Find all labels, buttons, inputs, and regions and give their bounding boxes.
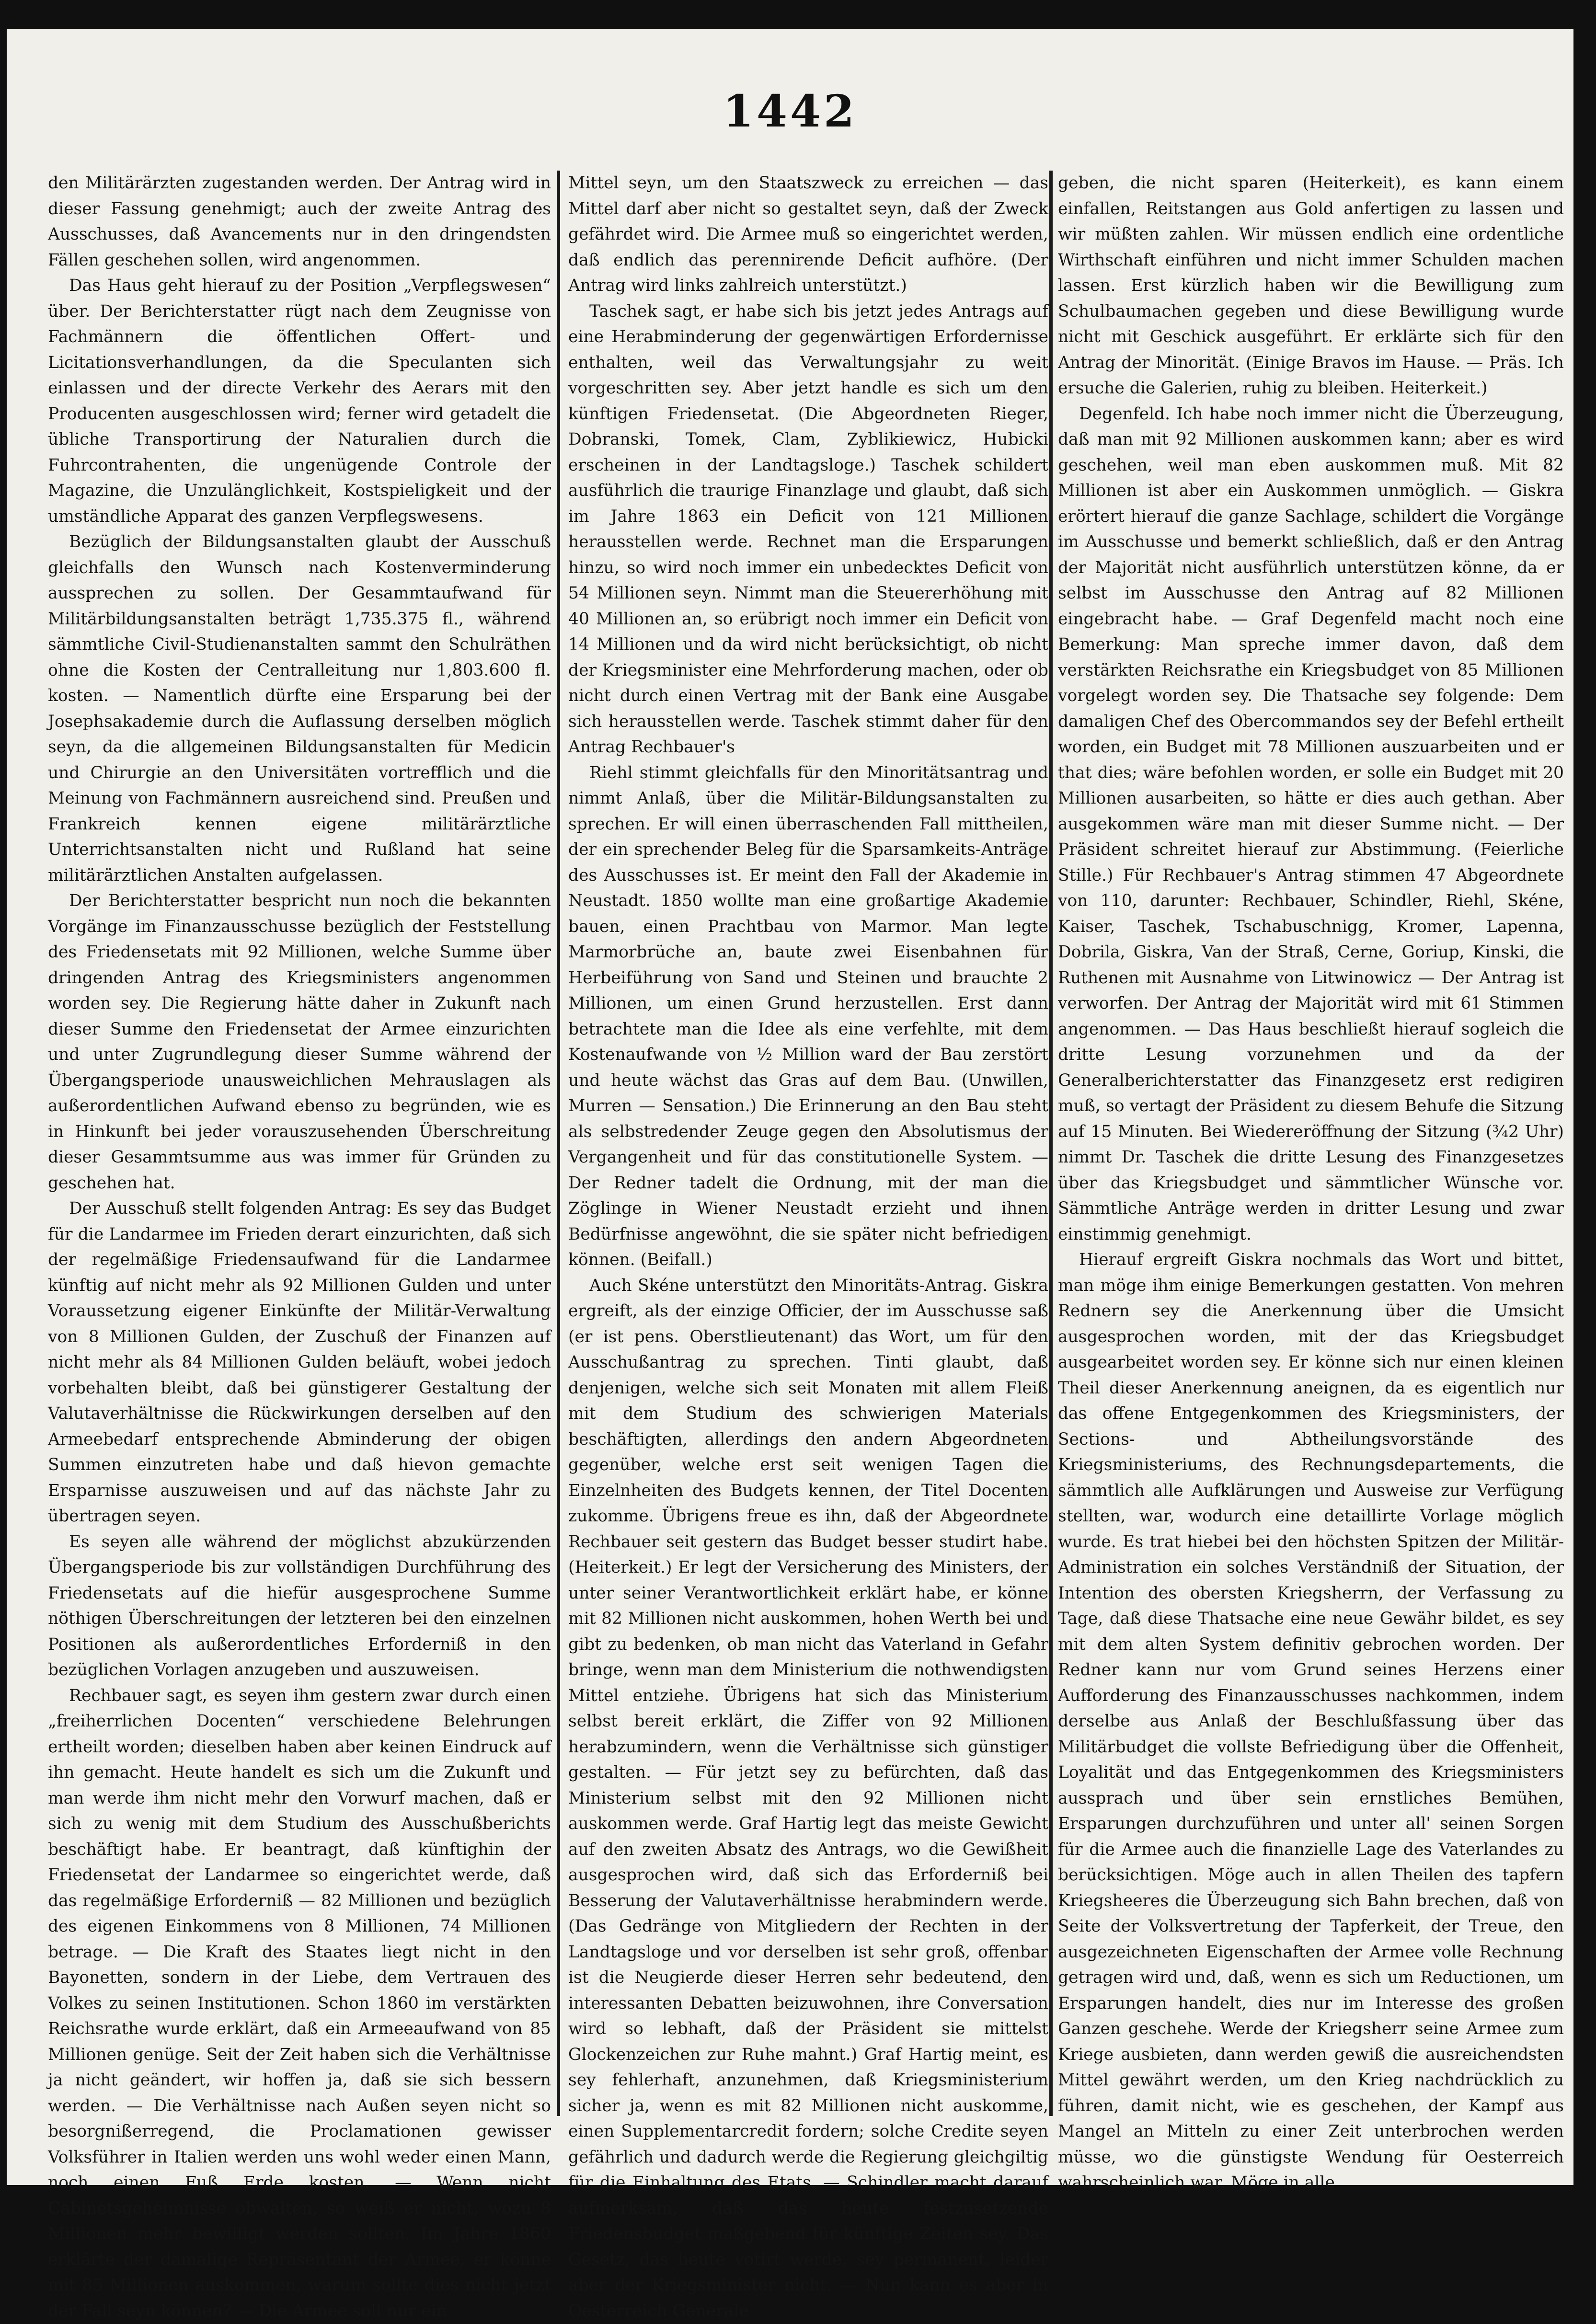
newspaper-page bbox=[7, 29, 1573, 2185]
paragraph: Taschek sagt, er habe sich bis jetzt jedes Antrags auf eine Herabminderung der gegenwärtigen Erfordernisse enthalten, weil das Verwaltungsjahr zu weit vorgeschritten sey. Aber jetzt handle es sich um den künftigen Friedensetat. (Die Abgeordneten Rieger, Dobranski, Tomek, Clam, Zyblikiewicz, Hubicki erscheinen in der Landtagsloge.) Taschek schildert ausführlich die traurige Finanzlage und glaubt, daß sich im Jahre 1863 ein Deficit von 121 Millionen herausstellen werde. Rechnet man die Ersparungen hinzu, so wird noch immer ein unbedecktes Deficit von 54 Millionen seyn. Nimmt man die Steuererhöhung mit 40 Millionen an, so erübrigt noch immer ein Deficit von 14 Millionen und da wird nicht berücksichtigt, ob nicht der Kriegsminister eine Mehrforderung machen, oder ob nicht durch einen Vertrag mit der Bank eine Ausgabe sich herausstellen werde. Taschek stimmt daher für den Antrag Rechbauer's bbox=[568, 299, 1048, 760]
page-number: 1442 bbox=[7, 85, 1573, 137]
paragraph: Es seyen alle während der möglichst abzukürzenden Übergangsperiode bis zur vollständigen Durchführung des Friedensetats auf die hiefür ausgesprochene Summe nöthigen Überschreitungen der letzteren bei den einzelnen Positionen als außerordentliches Erforderniß in den bezüglichen Vorlagen anzugeben und auszuweisen. bbox=[48, 1530, 551, 1683]
paragraph: Riehl stimmt gleichfalls für den Minoritätsantrag und nimmt Anlaß, über die Militär-Bildungsanstalten zu sprechen. Er will einen überraschenden Fall mittheilen, der ein sprechender Beleg für die Sparsamkeits-Anträge des Ausschusses ist. Er meint den Fall der Akademie in Neustadt. 1850 wollte man eine großartige Akademie bauen, einen Prachtbau von Marmor. Man legte Marmorbrüche an, baute zwei Eisenbahnen für Herbeiführung von Sand und Steinen und brauchte 2 Millionen, um einen Grund herzustellen. Erst dann betrachtete man die Idee als eine verfehlte, mit dem Kostenaufwande von ½ Million ward der Bau zerstört und heute wächst das Gras auf dem Bau. (Unwillen, Murren — Sensation.) Die Erinnerung an den Bau steht als selbstredender Zeuge gegen den Absolutismus der Vergangenheit und für das constitutionelle System. — Der Redner tadelt die Ordnung, mit der man die Zöglinge in Wiener Neustadt erzieht und ihnen Bedürfnisse angewöhnt, die sie später nicht befriedigen können. (Beifall.) bbox=[568, 760, 1048, 1273]
scan-border bbox=[1577, 0, 1596, 29]
paragraph: Rechbauer sagt, es seyen ihm gestern zwar durch einen „freiherrlichen Docenten“ verschiedene Belehrungen ertheilt worden; dieselben haben aber keinen Eindruck auf ihn gemacht. Heute handelt es sich um die Zukunft und man werde ihm nicht mehr den Vorwurf machen, daß er sich zu wenig mit dem Studium des Ausschußberichts beschäftigt habe. Er beantragt, daß künftighin der Friedensetat der Landarmee so eingerichtet werde, daß das regelmäßige Erforderniß — 82 Millionen und bezüglich des eigenen Einkommens von 8 Millionen, 74 Millionen betrage. — Die Kraft des Staates liegt nicht in den Bayonetten, sondern in der Liebe, dem Vertrauen des Volkes zu seinen Institutionen. Schon 1860 im verstärkten Reichsrathe wurde erklärt, daß ein Armeeaufwand von 85 Millionen genüge. Seit der Zeit haben sich die Verhältnisse ja nicht geändert, wir hoffen ja, daß sie sich bessern werden. — Die Verhältnisse nach Außen seyen nicht so besorgnißerregend, die Proclamationen gewisser Volksführer in Italien werden uns wohl weder einen Mann, noch einen Fuß Erde kosten. — Wenn nicht Cabinetsgeheimnisse obwalten, so weiß er nicht, wozu 8 Millionen mehr bewilligt werden sollten. Im Jahre 1860 erklärte der damalige Repräsentant der Armee, er könne mit 85 Millionen auskommen, warum sollte dies nicht jetzt der Fall seyn können? — Die Armee soll nur ein bbox=[48, 1683, 551, 2324]
column-divider bbox=[557, 171, 560, 2116]
paragraph: Das Haus geht hierauf zu der Position „Verpflegswesen“ über. Der Berichterstatter rügt nach dem Zeugnisse von Fachmännern die öffentlichen Offert- und Licitationsverhandlungen, da die Speculanten sich einlassen und der directe Verkehr des Aerars mit den Producenten ausgeschlossen wird; ferner wird getadelt die übliche Transportirung der Naturalien durch die Fuhrcontrahenten, die ungenügende Controle der Magazine, die Unzulänglichkeit, Kostspieligkeit und der umständliche Apparat des ganzen Verpflegswesens. bbox=[48, 273, 551, 529]
paragraph: Mittel seyn, um den Staatszweck zu erreichen — das Mittel darf aber nicht so gestaltet seyn, daß der Zweck gefährdet wird. Die Armee muß so eingerichtet werden, daß endlich das perennirende Deficit aufhöre. (Der Antrag wird links zahlreich unterstützt.) bbox=[568, 171, 1048, 299]
paragraph: Degenfeld. Ich habe noch immer nicht die Überzeugung, daß man mit 92 Millionen auskommen kann; aber es wird geschehen, weil man eben auskommen muß. Mit 82 Millionen ist aber ein Auskommen unmöglich. — Giskra erörtert hierauf die ganze Sachlage, schildert die Vorgänge im Ausschusse und bemerkt schließlich, daß er den Antrag der Majorität nicht ausführlich unterstützen könne, da er selbst im Ausschusse den Antrag auf 82 Millionen eingebracht habe. — Graf Degenfeld macht noch eine Bemerkung: Man spreche immer davon, daß dem verstärkten Reichsrathe ein Kriegsbudget von 85 Millionen vorgelegt worden sey. Die Thatsache sey folgende: Dem damaligen Chef des Obercommandos sey der Befehl ertheilt worden, ein Budget mit 78 Millionen auszuarbeiten und er that dies; wäre befohlen worden, er solle ein Budget mit 20 Millionen ausarbeiten, so hätte er dies auch gethan. Aber ausgekommen wäre man mit dieser Summe nicht. — Der Präsident schreitet hierauf zur Abstimmung. (Feierliche Stille.) Für Rechbauer's Antrag stimmen 47 Abgeordnete von 110, darunter: Rechbauer, Schindler, Riehl, Skéne, Kaiser, Taschek, Tschabuschnigg, Kromer, Lapenna, Dobrila, Giskra, Van der Straß, Cerne, Goriup, Kinski, die Ruthenen mit Ausnahme von Litwinowicz — Der Antrag ist verworfen. Der Antrag der Majorität wird mit 61 Stimmen angenommen. — Das Haus beschließt hierauf sogleich die dritte Lesung vorzunehmen und da der Generalberichterstatter das Finanzgesetz erst redigiren muß, so vertagt der Präsident zu diesem Behufe die Sitzung auf 15 Minuten. Bei Wiedereröffnung der Sitzung (¾2 Uhr) nimmt Dr. Taschek die dritte Lesung des Finanzgesetzes über das Kriegsbudget und sämmtlicher Wünsche vor. Sämmtliche Anträge werden in dritter Lesung und zwar einstimmig genehmigt. bbox=[1058, 402, 1564, 1248]
paragraph: Hierauf ergreift Giskra nochmals das Wort und bittet, man möge ihm einige Bemerkungen gestatten. Von mehren Rednern sey die Anerkennung über die Umsicht ausgesprochen worden, mit der das Kriegsbudget ausgearbeitet worden sey. Er könne sich nur einen kleinen Theil dieser Anerkennung aneignen, da es eigentlich nur das offene Entgegenkommen des Kriegsministers, der Sections- und Abtheilungsvorstände des Kriegsministeriums, des Rechnungsdepartements, die sämmtlich alle Aufklärungen und Ausweise zur Verfügung stellten, war, wodurch eine detaillirte Vorlage möglich wurde. Es trat hiebei bei den höchsten Spitzen der Militär-Administration ein solches Verständniß der Situation, der Intention des obersten Kriegsherrn, der Verfassung zu Tage, daß diese Thatsache eine neue Gewähr bildet, es sey mit dem alten System definitiv gebrochen worden. Der Redner kann nur vom Grund seines Herzens einer Aufforderung des Finanzausschusses nachkommen, indem derselbe aus Anlaß der Beschlußfassung über das Militärbudget die vollste Befriedigung über die Offenheit, Loyalität und das Entgegenkommen des Kriegsministers aussprach und über sein ernstliches Bemühen, Ersparungen durchzuführen und unter all' seinen Sorgen für die Armee auch die finanzielle Lage des Vaterlandes zu berücksichtigen. Möge auch in allen Theilen des tapfern Kriegsheeres die Überzeugung sich Bahn brechen, daß von Seite der Volksvertretung der Tapferkeit, der Treue, den ausgezeichneten Eigenschaften der Armee volle Rechnung getragen wird und, daß, wenn es sich um Reductionen, um Ersparungen handelt, dies nur im Interesse des großen Ganzen geschehe. Werde der Kriegsherr seine Armee zum Kriege ausbieten, dann werden gewiß die ausreichendsten Mittel gewährt werden, um den Krieg nachdrücklich zu führen, damit nicht, wie es geschehen, der Kampf aus Mangel an Mitteln zu einer Zeit unterbrochen werden müsse, wo die günstigste Wendung für Oesterreich wahrscheinlich war. Möge in alle bbox=[1058, 1247, 1564, 2196]
column-divider bbox=[1049, 171, 1053, 2116]
paragraph: den Militärärzten zugestanden werden. Der Antrag wird in dieser Fassung genehmigt; auch der zweite Antrag des Ausschusses, daß Avancements nur in den dringendsten Fällen geschehen sollen, wird angenommen. bbox=[48, 171, 551, 273]
paragraph: geben, die nicht sparen (Heiterkeit), es kann einem einfallen, Reitstangen aus Gold anfertigen zu lassen und wir müßten zahlen. Wir müssen endlich eine ordentliche Wirthschaft einführen und nicht immer Schulden machen lassen. Erst kürzlich haben wir die Bewilligung zum Schulbaumachen gegeben und diese Bewilligung wurde nicht mit Geschick ausgeführt. Er erklärte sich für den Antrag der Minorität. (Einige Bravos im Hause. — Präs. Ich ersuche die Galerien, ruhig zu bleiben. Heiterkeit.) bbox=[1058, 171, 1564, 402]
paragraph: Der Ausschuß stellt folgenden Antrag: Es sey das Budget für die Landarmee im Frieden derart einzurichten, daß sich der regelmäßige Friedensaufwand für die Landarmee künftig auf nicht mehr als 92 Millionen Gulden und unter Voraussetzung eigener Einkünfte der Militär-Verwaltung von 8 Millionen Gulden, der Zuschuß der Finanzen auf nicht mehr als 84 Millionen Gulden beläuft, wobei jedoch vorbehalten bleibt, daß bei günstigerer Gestaltung der Valutaverhältnisse die Rückwirkungen derselben auf den Armeebedarf entsprechende Abminderung der obigen Summen einzutreten habe und daß hievon gemachte Ersparnisse auszuweisen und auf das nächste Jahr zu übertragen seyen. bbox=[48, 1196, 551, 1530]
text-column-1 bbox=[48, 171, 551, 2116]
paragraph: Auch Skéne unterstützt den Minoritäts-Antrag. Giskra ergreift, als der einzige Officier, der im Ausschusse saß (er ist pens. Oberstlieutenant) das Wort, um für den Ausschußantrag zu sprechen. Tinti glaubt, daß denjenigen, welche sich seit Monaten mit allem Fleiß mit dem Studium des schwierigen Materials beschäftigten, allerdings den andern Abgeordneten gegenüber, welche erst seit wenigen Tagen die Einzelnheiten des Budgets kennen, der Titel Docenten zukomme. Übrigens freue es ihn, daß der Abgeordnete Rechbauer seit gestern das Budget besser studirt habe. (Heiterkeit.) Er legt der Versicherung des Ministers, der unter seiner Verantwortlichkeit erklärt habe, er könne mit 82 Millionen nicht auskommen, hohen Werth bei und gibt zu bedenken, ob man nicht das Vaterland in Gefahr bringe, wenn man dem Ministerium die nothwendigsten Mittel entziehe. Übrigens hat sich das Ministerium selbst bereit erklärt, die Ziffer von 92 Millionen herabzumindern, wenn die Verhältnisse sich günstiger gestalten. — Für jetzt sey zu befürchten, daß das Ministerium selbst mit den 92 Millionen nicht auskommen werde. Graf Hartig legt das meiste Gewicht auf den zweiten Absatz des Antrags, wo die Gewißheit ausgesprochen wird, daß sich das Erforderniß bei Besserung der Valutaverhältnisse herabmindern werde. (Das Gedränge von Mitgliedern der Rechten in der Landtagsloge und vor derselben ist sehr groß, offenbar ist die Neugierde dieser Herren sehr bedeutend, den interessanten Debatten beizuwohnen, ihre Conversation wird so lebhaft, daß der Präsident sie mittelst Glockenzeichen zur Ruhe mahnt.) Graf Hartig meint, es sey fehlerhaft, anzunehmen, daß Kriegsministerium sicher ja, wenn es mit 82 Millionen nicht auskomme, einen Supplementarcredit fordern; solche Credite seyen gefährlich und dadurch werde die Regierung gleichgiltig für die Einhaltung des Etats. — Schindler macht darauf aufmerksam, daß das heute festzusetzende Friedensbudget maßgebend für künftige Zeiten sey. Das Gesetz, das heute votirt werde, sey permanent, leider aber der Kriegsminister nicht. — Nun kann es aber in Oesterreich Generale bbox=[568, 1273, 1048, 2324]
text-column-3 bbox=[1058, 171, 1564, 2116]
paragraph: Der Berichterstatter bespricht nun noch die bekannten Vorgänge im Finanzausschusse bezüglich der Feststellung des Friedensetats mit 92 Millionen, welche Summe über dringenden Antrag des Kriegsministers angenommen worden sey. Die Regierung hätte daher in Zukunft nach dieser Summe den Friedensetat der Armee einzurichten und unter Zugrundlegung dieser Summe während der Übergangsperiode unausweichlichen Mehrauslagen als außerordentlichen Aufwand ebenso zu begründen, wie es in Hinkunft bei jeder vorauszusehenden Überschreitung dieser Gesammtsumme aus was immer für Gründen zu geschehen hat. bbox=[48, 888, 551, 1196]
text-column-2 bbox=[568, 171, 1048, 2116]
paragraph: Bezüglich der Bildungsanstalten glaubt der Ausschuß gleichfalls den Wunsch nach Kostenverminderung aussprechen zu sollen. Der Gesammtaufwand für Militärbildungsanstalten beträgt 1,735.375 fl., während sämmtliche Civil-Studienanstalten sammt den Schulräthen ohne die Kosten der Centralleitung nur 1,803.600 fl. kosten. — Namentlich dürfte eine Ersparung bei der Josephsakademie durch die Auflassung derselben möglich seyn, da die allgemeinen Bildungsanstalten für Medicin und Chirurgie an den Universitäten vortrefflich und die Meinung von Fachmännern ausreichend sind. Preußen und Frankreich kennen eigene militärärztliche Unterrichtsanstalten nicht und Rußland hat seine militärärztlichen Anstalten aufgelassen. bbox=[48, 529, 551, 888]
